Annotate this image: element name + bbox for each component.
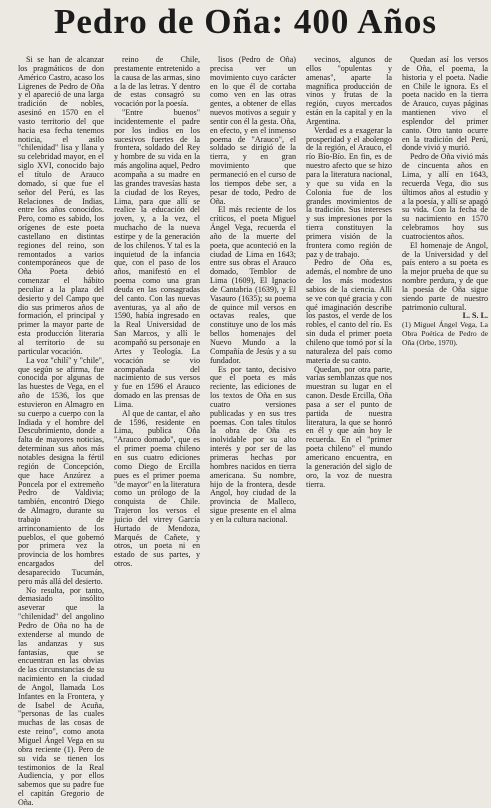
paragraph: El homenaje de Angol, de la Universidad y del país entero a su poeta es la mejor prueba de que su nombre perdura, y de que la poesía de Oña sigue siendo parte de nuestro patrimonio cultural. [402, 240, 488, 312]
paragraph: Verdad es a exagerar la prosperidad y el abolengo de la región, el Arauco, el río Bío-Bío. En fin, es de nuestro afecto que se hizo para la literatura nacional, y que su vida en la Colonia fue de los grandes movimientos de la tradición. Sus intereses y sus impresiones por la tierra constituyen la primera visión de la frontera como región de paz y de trabajo. [306, 125, 392, 259]
text-column-1 [18, 55, 104, 807]
paragraph: "Entre buenos" incidentemente el padre por los indios en los sucesivos fuertes de la frontera, soldado del Rey y hombre de su vida en la más angolina aquel, Pedro acompaña a su madre en las grandes travesías hasta la ciudad de los Reyes, Lima, para que allí se realice la educación del joven, y, a la vez, el muchacho de la nueva estirpe y de la generación de los chilenos. Y tal es la inquietud de la infancia que, con el paso de los años, manifestó en el poema como una gran deuda en las consagradas del canto. Con las nuevas aventuras, ya al año de 1590, había ingresado en la Real Universidad de San Marcos, y allí le acompañó su personaje en Artes y Teología. La vocación se vio acompañada del nacimiento de sus versos y fue en 1596 el Arauco domado en las prensas de Lima. [114, 108, 200, 409]
paragraph: Pedro de Oña vivió más de cincuenta años en Lima, y allí en 1643, recuerda Vega, dio sus últimos años al estudio y a la poesía, y allí se apagó su vida. Con la fecha de su nacimiento en 1570 celebramos hoy sus cuatrocientos años. [402, 152, 488, 241]
paragraph: Si se han de alcanzar los pragmáticos de don Américo Castro, acaso los Ligrenes de Pedro de Oña y el apareció de una larga tradición de nobles, asesinó en 1570 en el vasto territorio del que hacia esa fecha tenemos noticia, el asilo "chilenidad" lisa y llana y su celebridad mayor, en el siglo XVI, conocido bajo el título de Arauco domado, sí que fue el señor del Perú, es las Relaciones de Indias, entre los años conocidos. Pero, como es sabido, los orígenes de este poeta castellano en distintas regiones del reino, son remontados a varios contemporáneos que de Oña Poeta debió comenzar el hábito peculiar a la plaza del desierto y del Campo que dio sus primeros años de formación, el principal y primer la mayor parte de esta producción literaria al territorio de su particular vocación. [18, 55, 104, 356]
paragraph: Pedro de Oña es, además, el nombre de uno de los más modestos sabios de la ciencia. Allí se ve con qué gracia y con qué imaginación describe los pastos, el verde de los robles, el canto del río. Es sin duda el primer poeta chileno que tomó por sí la naturaleza del país como materia de su canto. [306, 258, 392, 365]
paragraph: No resulta, por tanto, demasiado insólito aseverar que la "chilenidad" del angolino Pedro de Oña no ha de extenderse al mundo de las andanzas y sus fantasías, que se encuentran en las obvias de las circunstancias de su nacimiento en la ciudad de Angol, llamada Los Infantes en la Frontera, y de Isabel de Acuña, "personas de las cuales muchas de las cosas de este reino", como anota Miguel Ángel Vega en su obra reciente (1). Pero de su vida se tienen los testimonios de la Real Audiencia, y por ellos sabemos que su padre fue el capitán Gregorio de Oña. [18, 585, 104, 807]
text-column-4 [306, 56, 392, 596]
text-column-3 [210, 56, 296, 596]
text-column-5 [402, 56, 488, 596]
paragraph: Es por tanto, decisivo que el poeta es más reciente, las ediciones de los textos de Oña en sus cuatro versiones publicadas y en sus tres poemas. Con tales títulos la obra de Oña es inolvidable por su alto interés y por ser de las primeras hechas por hombres nacidos en tierra americana. Su nombre, hijo de la frontera, desde Angol, hoy ciudad de la provincia de Malleco, sigue presente en el alma y en la cultura nacional. [210, 364, 296, 524]
footnote: (1) Miguel Ángel Vega, La Obra Poética de Pedro de Oña (Orbe, 1970). [402, 320, 488, 347]
text-column-2 [114, 56, 200, 596]
paragraph: Al que de cantar, el año de 1596, residente en Lima, publica Oña "Arauco domado", que es el primer poema chileno en sus cuatro ediciones como Diego de Ercilla pues es el primer poema "de mayor" en la literatura como un prólogo de la conquista de Chile. Trajeron los versos el juicio del virrey García Hurtado de Mendoza, Marqués de Cañete, y otros, un poeta ni en estado de sus partes, y otros. [114, 408, 200, 569]
paragraph: Quedan, por otra parte, varias semblanzas que nos muestran su lugar en el canon. Desde Ercilla, Oña pasa a ser el punto de partida de nuestra literatura, la que se honró en él y que aún hoy le recuerda. En el "primer poeta chileno" el mundo americano encuentra, en la generación del siglo de oro, la voz de nuestra tierra. [306, 364, 392, 489]
paragraph: Quedan así los versos de Oña, el poema, la historia y el poeta. Nadie en Chile le ignora. Es el poeta nacido en la tierra de Arauco, cuyas páginas mantienen vivo el esplendor del primer canto. Otro tanto ocurre en la tradición del Perú, donde vivió y murió. [402, 55, 488, 153]
paragraph: El más reciente de los críticos, el poeta Miguel Ángel Vega, recuerda el año de la muerte del poeta, que aconteció en la ciudad de Lima en 1643; entre sus obras el Arauco domado, Temblor de Lima (1609), El Ignacio de Cantabria (1639), y El Vasauro (1635); su poema de quince mil versos en octavas reales, que constituye uno de los más bellos homenajes del Nuevo Mundo a la Compañía de Jesús y a su fundador. [210, 205, 296, 365]
paragraph: La voz "chilí" y "chile", que según se afirma, fue conocida por algunas de las huestes de Vega, en el año de 1536, los que estuvieron en Almagro en su cuerpo a cuerpo con la Indiada y el hombre del Descubrimiento, donde a falta de mayores noticias, determinan sus años más notables designa la fértil región de Concepción, que hace Anzúrez a Poncela por el extremeño Pedro de Valdivia; también, encontró Diego de Almagro, durante su trabajo de arrinconamiento de los pueblos, el que gobernó por primera vez la provincia de los hombres encargados del desaparecido Tucumán, pero más allá del desierto. [18, 355, 104, 586]
article-headline: Pedro de Oña: 400 Años [53, 2, 438, 41]
article-body [18, 55, 488, 807]
paragraph: reino de Chile, prestamente entretenido a la causa de las armas, sino a la de las letras. Y dentro de estas consagró su vocación por la poesía. [114, 55, 200, 109]
paragraph: vecinos, algunos de ellos "opulentas y amenas", aparte la magnífica producción de vinos y frutas de la región, cuyos mercados están en la capital y en la Argentina. [306, 55, 392, 126]
author-signature: L. S. L. [462, 311, 488, 321]
paragraph: lisos (Pedro de Oña) precisa ver un movimiento cuyo carácter en lo que él de cortaba como ven en las otras gentes, a obtener de ellas nuevos motivos a seguir y sentir con él la gesta. Oña, en efecto, y en el inmenso poema de "Arauco", el soldado se dirigió de la tierra, y en gran movimiento que permaneció en el curso de los tiempos debe ser, a pesar de todo, Pedro de Oña. [210, 55, 296, 206]
